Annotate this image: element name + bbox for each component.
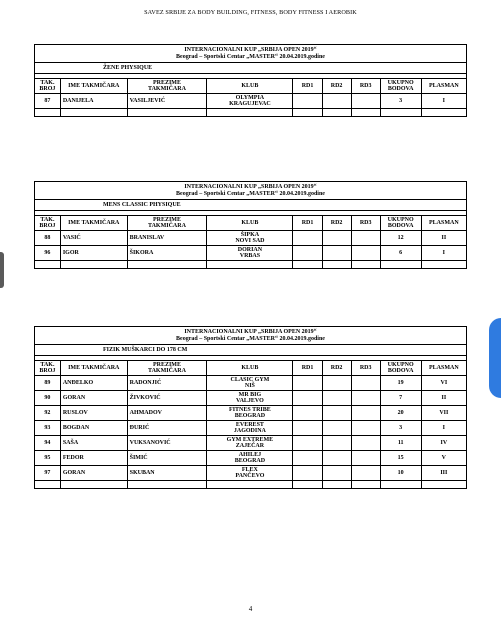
col-tak-broj-label: BROJ <box>39 368 56 374</box>
plasman-cell <box>421 451 466 466</box>
competition-title-line1: INTERNACIONALNI KUP „SRBIJA OPEN 2019“ <box>184 183 317 190</box>
broj-cell-text: 90 <box>44 394 51 401</box>
klub-cell-text: PANČEVO <box>235 473 265 479</box>
klub-cell-text: BEOGRAD <box>234 458 266 464</box>
empty-cell <box>322 261 351 269</box>
plasman-cell-text: I <box>442 424 445 431</box>
col-ukupno-header <box>380 361 421 376</box>
col-prezime-label: PREZIME <box>152 79 181 86</box>
col-ime-header <box>60 216 127 231</box>
col-rd2-label: RD2 <box>330 364 343 371</box>
ukupno-cell-text: 3 <box>399 97 403 104</box>
prezime-cell <box>127 451 207 466</box>
col-ukupno-label: BODOVA <box>387 368 414 374</box>
klub-cell-text: OLYMPIA <box>235 94 265 101</box>
col-ukupno-label: BODOVA <box>387 223 414 229</box>
ime-cell <box>60 391 127 406</box>
klub-cell <box>207 94 293 109</box>
ime-cell <box>60 376 127 391</box>
table-row <box>35 376 467 391</box>
ime-cell <box>60 451 127 466</box>
competition-title <box>35 327 467 345</box>
competition-title-line2: Beograd – Sportski Centar „MASTER“ 20.04.2019.godine <box>176 190 325 197</box>
col-tak-broj-label: TAK. <box>40 361 55 368</box>
table-row <box>35 406 467 421</box>
broj-cell-text: 96 <box>44 249 51 256</box>
col-prezime-label: TAKMIČARA <box>148 368 186 374</box>
rd3-cell <box>351 421 380 436</box>
empty-cell <box>293 261 322 269</box>
col-ukupno-label: UKUPNO <box>387 216 414 223</box>
klub-cell-text: CLASIC GYM <box>230 376 270 383</box>
col-rd1-header <box>293 216 322 231</box>
empty-cell <box>35 109 61 117</box>
plasman-cell-text: V <box>441 454 446 461</box>
col-plasman-header <box>421 79 466 94</box>
competition-title <box>35 182 467 200</box>
rd1-cell <box>293 406 322 421</box>
ukupno-cell <box>380 246 421 261</box>
klub-cell-text: NOVI SAD <box>235 238 265 244</box>
klub-cell <box>207 231 293 246</box>
col-rd1-label: RD1 <box>301 82 314 89</box>
klub-cell-text: JAGODINA <box>233 428 266 434</box>
col-plasman-header <box>421 361 466 376</box>
empty-cell <box>35 261 61 269</box>
ime-cell-text: GORAN <box>62 394 86 401</box>
empty-cell <box>207 481 293 489</box>
klub-cell-text: ŠIPKA <box>240 231 260 238</box>
page-number: 4 <box>248 605 253 613</box>
rd2-cell <box>322 246 351 261</box>
broj-cell <box>35 466 61 481</box>
col-plasman-label: PLASMAN <box>428 219 459 226</box>
prezime-cell <box>127 231 207 246</box>
rd1-cell <box>293 94 322 109</box>
rd3-cell <box>351 406 380 421</box>
ime-cell-text: GORAN <box>62 469 86 476</box>
plasman-cell-text: IV <box>440 439 448 446</box>
plasman-cell-text: I <box>442 249 445 256</box>
results-table-block <box>34 44 467 117</box>
broj-cell <box>35 246 61 261</box>
rd1-cell <box>293 451 322 466</box>
klub-cell-text: MR BIG <box>238 391 262 398</box>
col-rd2-header <box>322 79 351 94</box>
klub-cell-text: VALJEVO <box>236 398 264 404</box>
col-ukupno-header <box>380 79 421 94</box>
ime-cell-text: FEDOR <box>62 454 84 461</box>
ukupno-cell <box>380 94 421 109</box>
ukupno-cell <box>380 391 421 406</box>
col-ukupno-header <box>380 216 421 231</box>
rd3-cell <box>351 376 380 391</box>
col-tak-broj-label: BROJ <box>39 223 56 229</box>
ukupno-cell-text: 6 <box>399 249 403 256</box>
plasman-cell <box>421 391 466 406</box>
klub-cell <box>207 421 293 436</box>
klub-cell <box>207 406 293 421</box>
prezime-cell-text: ŽIVKOVIĆ <box>129 394 161 401</box>
prezime-cell <box>127 466 207 481</box>
rd2-cell <box>322 376 351 391</box>
col-plasman-header <box>421 216 466 231</box>
results-table-block <box>34 181 467 269</box>
table-row <box>35 231 467 246</box>
col-klub-label: KLUB <box>241 82 259 89</box>
empty-cell <box>421 481 466 489</box>
col-klub-label: KLUB <box>241 364 259 371</box>
plasman-cell <box>421 421 466 436</box>
col-tak-broj-label: BROJ <box>39 86 56 92</box>
broj-cell-text: 89 <box>44 379 51 386</box>
empty-cell <box>207 109 293 117</box>
plasman-cell <box>421 94 466 109</box>
empty-cell <box>322 481 351 489</box>
broj-cell-text: 94 <box>44 439 51 446</box>
rd1-cell <box>293 421 322 436</box>
empty-cell <box>351 481 380 489</box>
col-tak-broj-header <box>35 79 61 94</box>
col-ime-label: IME TAKMIČARA <box>68 82 120 89</box>
plasman-cell-text: VII <box>439 409 449 416</box>
plasman-cell <box>421 246 466 261</box>
prezime-cell <box>127 406 207 421</box>
col-ukupno-label: UKUPNO <box>387 79 414 86</box>
empty-cell <box>421 261 466 269</box>
broj-cell <box>35 451 61 466</box>
table-row <box>35 451 467 466</box>
rd3-cell <box>351 436 380 451</box>
ukupno-cell <box>380 436 421 451</box>
prezime-cell <box>127 246 207 261</box>
col-prezime-label: PREZIME <box>152 216 181 223</box>
col-prezime-label: TAKMIČARA <box>148 223 186 229</box>
klub-cell-text: GYM EXTREME <box>226 436 274 443</box>
col-ime-header <box>60 79 127 94</box>
results-table <box>34 181 467 269</box>
competition-title-line1: INTERNACIONALNI KUP „SRBIJA OPEN 2019“ <box>184 328 317 335</box>
ime-cell <box>60 406 127 421</box>
results-table-block <box>34 326 467 489</box>
table-row <box>35 466 467 481</box>
klub-cell <box>207 246 293 261</box>
klub-cell-text: FLEX <box>241 466 258 473</box>
col-prezime-label: PREZIME <box>152 361 181 368</box>
results-table <box>34 326 467 489</box>
broj-cell-text: 93 <box>44 424 51 431</box>
rd2-cell <box>322 231 351 246</box>
ukupno-cell-text: 7 <box>399 394 403 401</box>
rd3-cell <box>351 451 380 466</box>
col-rd2-label: RD2 <box>330 82 343 89</box>
klub-cell <box>207 451 293 466</box>
col-tak-broj-header <box>35 361 61 376</box>
col-plasman-label: PLASMAN <box>428 364 459 371</box>
klub-cell-text: ZAJEČAR <box>235 443 265 449</box>
rd2-cell <box>322 94 351 109</box>
klub-cell-text: KRAGUJEVAC <box>229 101 271 107</box>
col-rd2-header <box>322 216 351 231</box>
klub-cell <box>207 376 293 391</box>
klub-cell-text: AHILEJ <box>238 451 262 458</box>
ukupno-cell-text: 11 <box>397 439 404 446</box>
ime-cell-text: DANIJELA <box>62 97 94 104</box>
prezime-cell <box>127 376 207 391</box>
prezime-cell-text: VUKSANOVIĆ <box>129 439 171 446</box>
ime-cell-text: VASIĆ <box>62 234 81 241</box>
klub-cell <box>207 466 293 481</box>
klub-cell-text: FITNES TRIBE <box>229 406 271 413</box>
broj-cell-text: 87 <box>44 97 51 104</box>
col-rd2-label: RD2 <box>330 219 343 226</box>
scroll-indicator-left <box>0 252 4 288</box>
col-rd1-label: RD1 <box>301 364 314 371</box>
rd2-cell <box>322 436 351 451</box>
ime-cell <box>60 436 127 451</box>
rd2-cell <box>322 421 351 436</box>
col-tak-broj-label: TAK. <box>40 216 55 223</box>
col-klub-header <box>207 216 293 231</box>
empty-cell <box>60 261 127 269</box>
prezime-cell <box>127 391 207 406</box>
table-row <box>35 436 467 451</box>
category-title: FIZIK MUŠKARCI DO 178 CM <box>35 345 467 356</box>
broj-cell <box>35 391 61 406</box>
klub-cell-text: EVEREST <box>235 421 264 428</box>
empty-cell <box>380 261 421 269</box>
prezime-cell-text: ŠIKORA <box>129 249 154 256</box>
ukupno-cell-text: 12 <box>397 234 404 241</box>
rd2-cell <box>322 406 351 421</box>
ime-cell <box>60 246 127 261</box>
ime-cell <box>60 94 127 109</box>
empty-cell <box>380 481 421 489</box>
col-rd3-label: RD3 <box>359 82 372 89</box>
prezime-cell-text: RADONJIĆ <box>129 379 162 386</box>
plasman-cell-text: III <box>440 469 448 476</box>
ukupno-cell-text: 3 <box>399 424 403 431</box>
ime-cell-text: RUSLOV <box>62 409 88 416</box>
broj-cell-text: 92 <box>44 409 51 416</box>
empty-cell <box>207 261 293 269</box>
ime-cell-text: ANĐELKO <box>62 379 94 386</box>
col-ukupno-label: UKUPNO <box>387 361 414 368</box>
klub-cell-text: VRBAS <box>239 253 261 259</box>
rd1-cell <box>293 391 322 406</box>
ime-cell-text: IGOR <box>62 249 79 256</box>
broj-cell <box>35 436 61 451</box>
ukupno-cell <box>380 451 421 466</box>
ukupno-cell-text: 10 <box>397 469 404 476</box>
empty-cell <box>421 109 466 117</box>
prezime-cell <box>127 421 207 436</box>
plasman-cell-text: II <box>441 394 447 401</box>
prezime-cell-text: ŠIMIĆ <box>129 454 148 461</box>
broj-cell-text: 88 <box>44 234 51 241</box>
side-handle-right[interactable] <box>489 318 501 398</box>
plasman-cell-text: VI <box>440 379 448 386</box>
rd2-cell <box>322 391 351 406</box>
empty-cell <box>127 109 207 117</box>
col-ime-label: IME TAKMIČARA <box>68 364 120 371</box>
rd3-cell <box>351 246 380 261</box>
table-row <box>35 246 467 261</box>
col-plasman-label: PLASMAN <box>428 82 459 89</box>
rd2-cell <box>322 466 351 481</box>
rd2-cell <box>322 451 351 466</box>
ukupno-cell-text: 19 <box>397 379 404 386</box>
ime-cell-text: BOGDAN <box>62 424 90 431</box>
category-title: ŽENE PHYSIQUE <box>35 63 467 74</box>
ime-cell <box>60 466 127 481</box>
prezime-cell-text: BRANISLAV <box>129 234 165 241</box>
competition-title <box>35 45 467 63</box>
table-row <box>35 391 467 406</box>
klub-cell-text: BEOGRAD <box>234 413 266 419</box>
col-rd3-header <box>351 361 380 376</box>
rd1-cell <box>293 246 322 261</box>
ukupno-cell <box>380 466 421 481</box>
broj-cell <box>35 94 61 109</box>
col-klub-header <box>207 361 293 376</box>
col-prezime-label: TAKMIČARA <box>148 86 186 92</box>
col-prezime-header <box>127 361 207 376</box>
col-tak-broj-label: TAK. <box>40 79 55 86</box>
col-klub-header <box>207 79 293 94</box>
col-ukupno-label: BODOVA <box>387 86 414 92</box>
empty-cell <box>351 109 380 117</box>
empty-cell <box>35 481 61 489</box>
ime-cell-text: SAŠA <box>62 439 79 446</box>
ukupno-cell <box>380 406 421 421</box>
empty-cell <box>127 481 207 489</box>
col-rd3-label: RD3 <box>359 219 372 226</box>
table-row <box>35 421 467 436</box>
plasman-cell-text: I <box>442 97 445 104</box>
empty-cell <box>127 261 207 269</box>
broj-cell-text: 97 <box>44 469 51 476</box>
col-rd1-label: RD1 <box>301 219 314 226</box>
competition-title-line2: Beograd – Sportski Centar „MASTER“ 20.04.2019.godine <box>176 335 325 342</box>
col-prezime-header <box>127 216 207 231</box>
col-rd3-header <box>351 79 380 94</box>
ukupno-cell <box>380 231 421 246</box>
broj-cell-text: 95 <box>44 454 51 461</box>
ukupno-cell-text: 15 <box>397 454 404 461</box>
empty-cell <box>351 261 380 269</box>
plasman-cell <box>421 376 466 391</box>
category-title: MENS CLASSIC PHYSIQUE <box>35 200 467 211</box>
col-ime-header <box>60 361 127 376</box>
broj-cell <box>35 231 61 246</box>
empty-cell <box>322 109 351 117</box>
prezime-cell-text: SKUBAN <box>129 469 155 476</box>
rd3-cell <box>351 231 380 246</box>
rd1-cell <box>293 376 322 391</box>
plasman-cell <box>421 406 466 421</box>
rd1-cell <box>293 466 322 481</box>
plasman-cell <box>421 436 466 451</box>
klub-cell <box>207 436 293 451</box>
prezime-cell-text: AHMADOV <box>129 409 162 416</box>
ime-cell <box>60 231 127 246</box>
col-ime-label: IME TAKMIČARA <box>68 219 120 226</box>
competition-title-line1: INTERNACIONALNI KUP „SRBIJA OPEN 2019“ <box>184 46 317 53</box>
empty-cell <box>380 109 421 117</box>
prezime-cell-text: VASILJEVIĆ <box>129 97 166 104</box>
klub-cell-text: NIŠ <box>244 383 255 389</box>
prezime-cell <box>127 436 207 451</box>
broj-cell <box>35 406 61 421</box>
empty-cell <box>60 481 127 489</box>
col-rd3-header <box>351 216 380 231</box>
plasman-cell <box>421 231 466 246</box>
empty-cell <box>293 109 322 117</box>
col-rd3-label: RD3 <box>359 364 372 371</box>
ime-cell <box>60 421 127 436</box>
results-table <box>34 44 467 117</box>
rd3-cell <box>351 466 380 481</box>
prezime-cell-text: ĐURIĆ <box>129 424 150 431</box>
col-tak-broj-header <box>35 216 61 231</box>
broj-cell <box>35 376 61 391</box>
col-rd1-header <box>293 361 322 376</box>
empty-cell <box>60 109 127 117</box>
rd3-cell <box>351 94 380 109</box>
page-header: SAVEZ SRBIJE ZA BODY BUILDING, FITNESS, BODY FITNESS I AEROBIK <box>144 9 357 16</box>
broj-cell <box>35 421 61 436</box>
klub-cell <box>207 391 293 406</box>
ukupno-cell <box>380 376 421 391</box>
prezime-cell <box>127 94 207 109</box>
plasman-cell-text: II <box>441 234 447 241</box>
plasman-cell <box>421 466 466 481</box>
col-rd2-header <box>322 361 351 376</box>
rd1-cell <box>293 436 322 451</box>
klub-cell-text: DORIAN <box>237 246 263 253</box>
competition-title-line2: Beograd – Sportski Centar „MASTER“ 20.04.2019.godine <box>176 53 325 60</box>
table-row <box>35 94 467 109</box>
ukupno-cell <box>380 421 421 436</box>
empty-cell <box>293 481 322 489</box>
col-klub-label: KLUB <box>241 219 259 226</box>
rd1-cell <box>293 231 322 246</box>
rd3-cell <box>351 391 380 406</box>
col-rd1-header <box>293 79 322 94</box>
col-prezime-header <box>127 79 207 94</box>
ukupno-cell-text: 20 <box>397 409 404 416</box>
